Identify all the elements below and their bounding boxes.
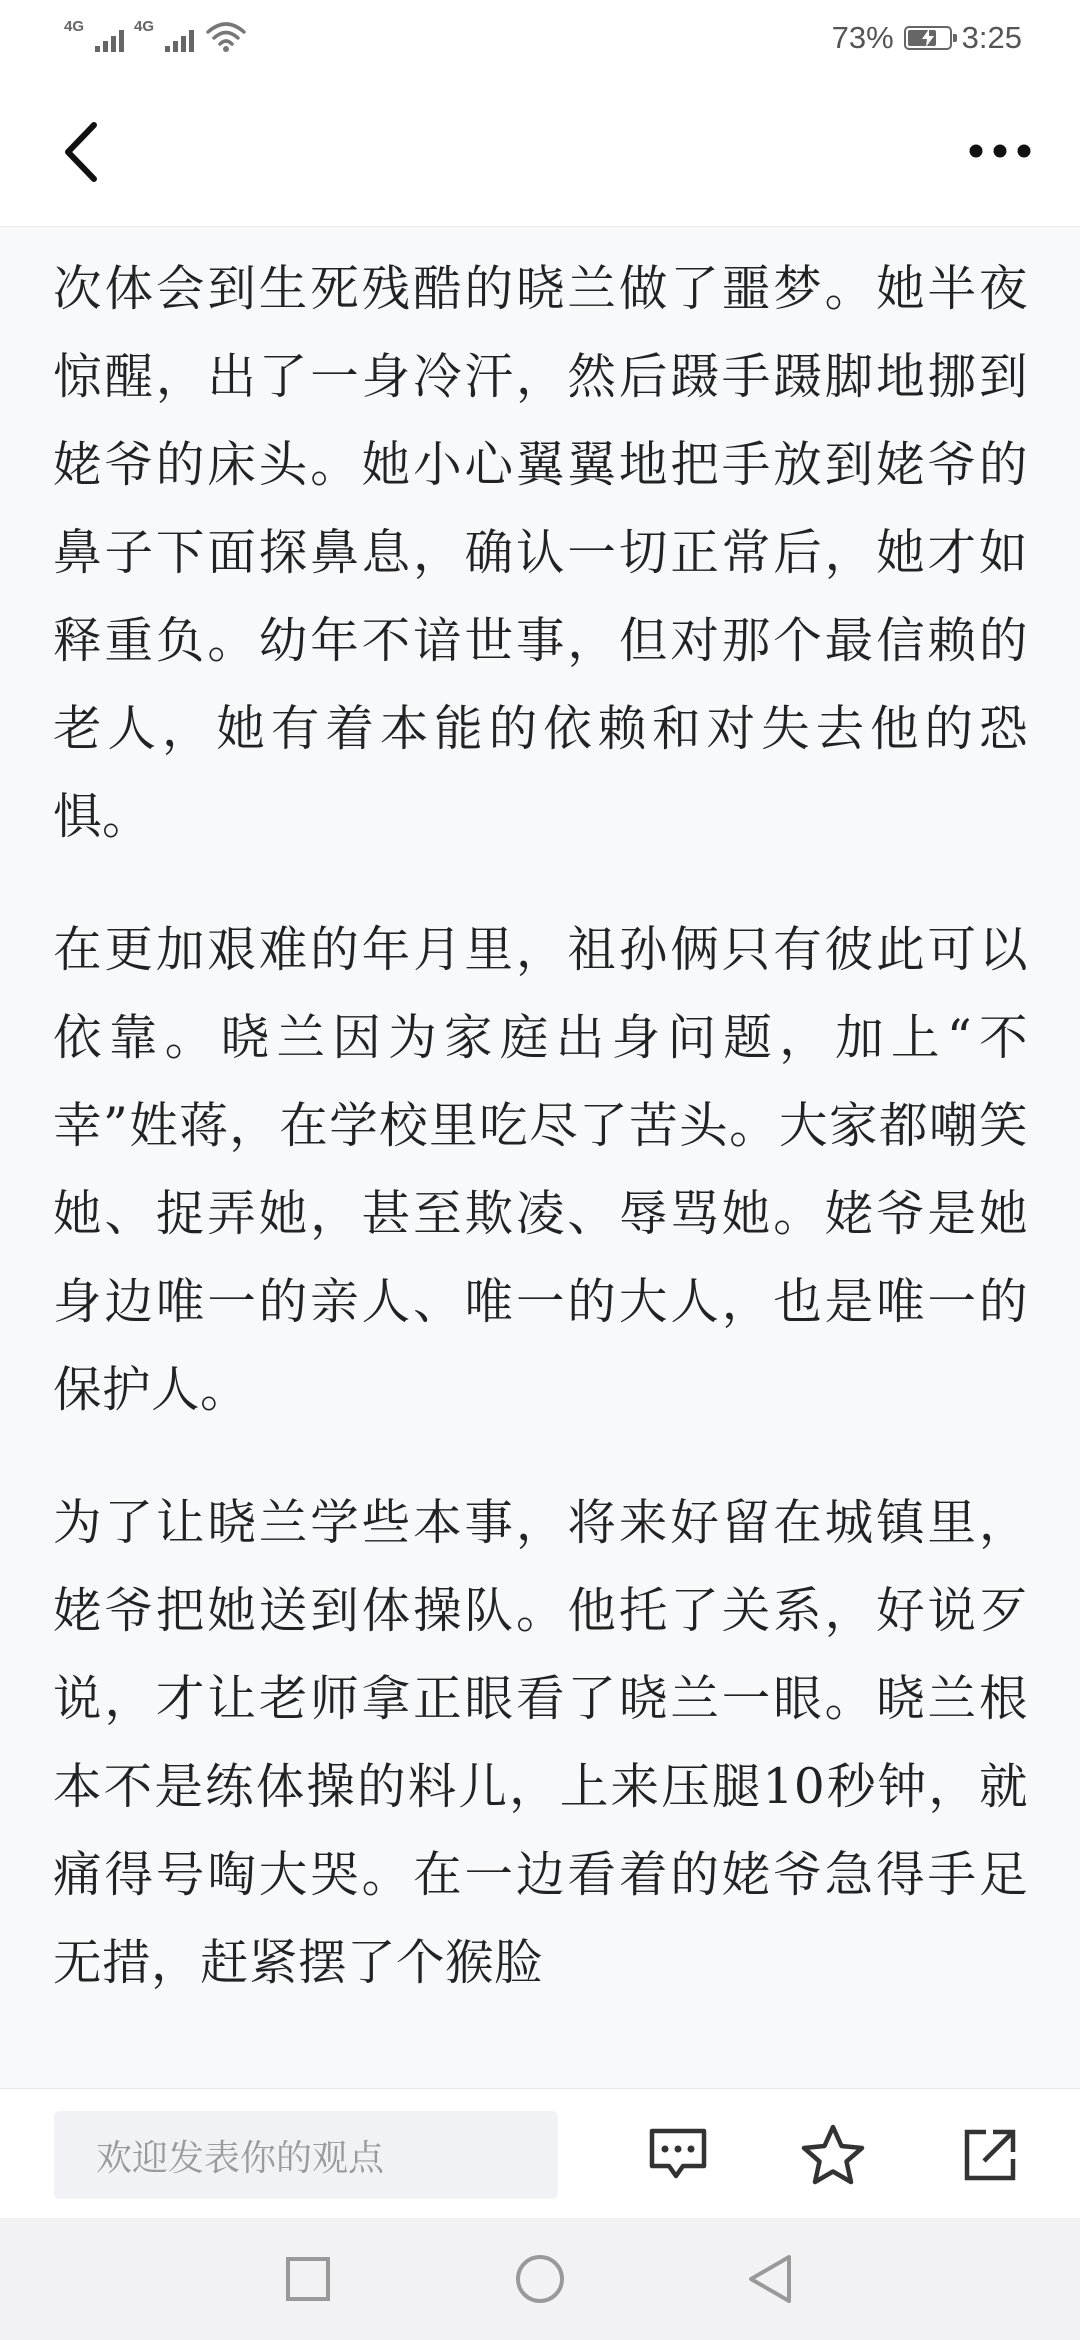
system-back-button[interactable] xyxy=(730,2244,810,2314)
comment-icon xyxy=(647,2126,709,2184)
charging-bolt-icon xyxy=(920,29,936,47)
article-paragraph: 为了让晓兰学些本事，将来好留在城镇里，姥爷把她送到体操队。他托了关系，好说歹说，才让老师拿正眼看了晓兰一眼。晓兰根本不是练体操的料儿，上来压腿10秒钟，就痛得号啕大哭。在一边看着的姥爷急得手足无措，赶紧摆了个猴脸 xyxy=(53,1495,1028,1991)
article-paragraph: 在更加艰难的年月里，祖孙俩只有彼此可以依靠。晓兰因为家庭出身问题，加上“不幸”姓蒋，在学校里吃尽了苦头。大家都嘲笑她、捉弄她，甚至欺凌、辱骂她。姥爷是她身边唯一的亲人、唯一的大人，也是唯一的保护人。 xyxy=(53,922,1028,1418)
triangle-back-icon xyxy=(745,2252,795,2306)
article-paragraph: 次体会到生死残酷的晓兰做了噩梦。她半夜惊醒，出了一身冷汗，然后蹑手蹑脚地挪到姥爷的床头。她小心翼翼地把手放到姥爷的鼻子下面探鼻息，确认一切正常后，她才如释重负。幼年不谙世事，但对那个最信赖的老人，她有着本能的依赖和对失去他的恐惧。 xyxy=(53,261,1028,845)
status-right xyxy=(832,16,1022,60)
back-button[interactable] xyxy=(46,114,116,190)
more-horizontal-icon xyxy=(968,143,1032,159)
cellular-signal-icon xyxy=(64,18,124,54)
status-bar xyxy=(0,0,1080,76)
more-options-button[interactable] xyxy=(962,116,1038,186)
article-scroll-area[interactable] xyxy=(0,227,1080,2088)
signal-indicators xyxy=(64,18,248,54)
share-button[interactable] xyxy=(950,2111,1030,2199)
share-icon xyxy=(960,2125,1020,2185)
system-navigation-bar xyxy=(0,2218,1080,2340)
article-body xyxy=(53,245,1028,2052)
clock: 3:25 xyxy=(961,20,1022,55)
recents-button[interactable] xyxy=(268,2244,348,2314)
battery-percent: 73% xyxy=(831,20,894,55)
cellular-signal-icon xyxy=(134,18,194,54)
comment-placeholder: 欢迎发表你的观点 xyxy=(96,2137,385,2179)
circle-icon xyxy=(513,2252,567,2306)
network-type-label: 4G xyxy=(134,18,155,35)
square-icon xyxy=(284,2255,332,2303)
network-type-label: 4G xyxy=(64,18,85,35)
home-button[interactable] xyxy=(500,2244,580,2314)
wifi-icon xyxy=(204,18,248,54)
battery-icon xyxy=(904,26,952,50)
bottom-action-bar xyxy=(0,2088,1080,2219)
favorite-button[interactable] xyxy=(793,2111,873,2199)
star-icon xyxy=(800,2123,866,2187)
chevron-left-icon xyxy=(61,121,101,183)
comments-button[interactable] xyxy=(638,2111,718,2199)
top-nav-bar xyxy=(0,76,1080,227)
comment-input[interactable] xyxy=(54,2111,558,2199)
